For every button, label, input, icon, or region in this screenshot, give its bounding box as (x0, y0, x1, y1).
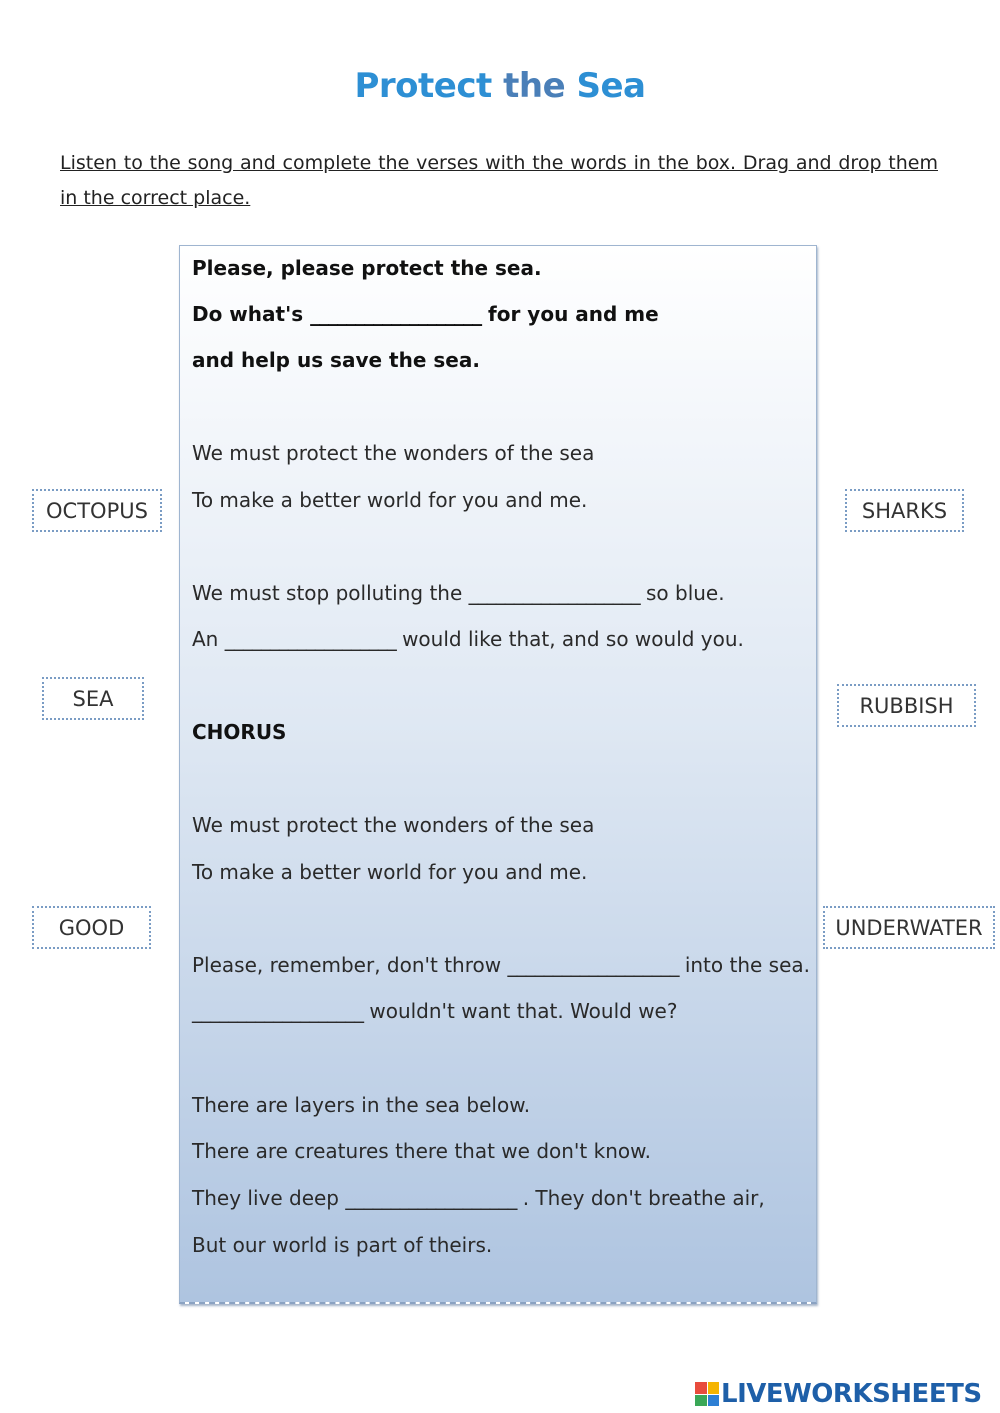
lyric-text: would like that, and so would you. (395, 627, 744, 651)
lyric-text: so blue. (639, 581, 725, 605)
title-word-1: Protect (354, 66, 492, 106)
lyric-text: Do what's (192, 302, 311, 326)
liveworksheets-logo[interactable] (695, 1378, 982, 1410)
lyric-text: for you and me (481, 302, 659, 326)
lyric-text: wouldn't want that. Would we? (363, 999, 678, 1023)
lyric-text: . They don't breathe air, (516, 1186, 765, 1210)
chorus-label: CHORUS (192, 720, 287, 744)
lyric-text: An (192, 627, 225, 651)
lyric-text: into the sea. (678, 953, 811, 977)
lyric-line (192, 1186, 765, 1210)
lyric-line (192, 999, 677, 1023)
drop-blank[interactable]: ___________________ (468, 581, 640, 605)
drop-blank[interactable]: ___________________ (345, 1186, 517, 1210)
title-word-3: Sea (576, 66, 646, 106)
lyric-line: and help us save the sea. (192, 348, 480, 372)
lyric-line: But our world is part of theirs. (192, 1233, 493, 1257)
lyric-line: There are layers in the sea below. (192, 1093, 531, 1117)
lyric-line (192, 953, 810, 977)
lyric-text: We must stop polluting the (192, 581, 469, 605)
word-sea[interactable]: SEA (42, 677, 144, 720)
page-title (0, 66, 1000, 106)
drop-blank[interactable]: ___________________ (507, 953, 679, 977)
drop-blank[interactable]: ___________________ (192, 999, 363, 1023)
lyric-text: Please, remember, don't throw (192, 953, 508, 977)
title-word-2: the (503, 66, 566, 106)
lyric-line (192, 302, 659, 326)
lyric-line: We must protect the wonders of the sea (192, 441, 595, 465)
drop-blank[interactable]: ___________________ (224, 627, 396, 651)
word-good[interactable]: GOOD (32, 906, 151, 949)
instructions: Listen to the song and complete the verses with the words in the box. Drag and drop them in the correct place. (60, 152, 938, 209)
lyric-line (192, 581, 725, 605)
word-sharks[interactable]: SHARKS (845, 489, 964, 532)
lyric-line: To make a better world for you and me. (192, 860, 588, 884)
lyric-line (192, 627, 744, 651)
lyric-line: There are creatures there that we don't know. (192, 1139, 652, 1163)
word-octopus[interactable]: OCTOPUS (32, 489, 162, 532)
logo-text: LIVEWORKSHEETS (721, 1379, 982, 1409)
lyric-line: We must protect the wonders of the sea (192, 813, 595, 837)
lyric-text: They live deep (192, 1186, 346, 1210)
drop-blank[interactable]: ___________________ (310, 302, 482, 326)
lyric-line: Please, please protect the sea. (192, 256, 542, 280)
word-underwater[interactable]: UNDERWATER (823, 906, 995, 949)
logo-icon (695, 1382, 719, 1406)
lyric-line: To make a better world for you and me. (192, 488, 588, 512)
word-rubbish[interactable]: RUBBISH (837, 684, 976, 727)
